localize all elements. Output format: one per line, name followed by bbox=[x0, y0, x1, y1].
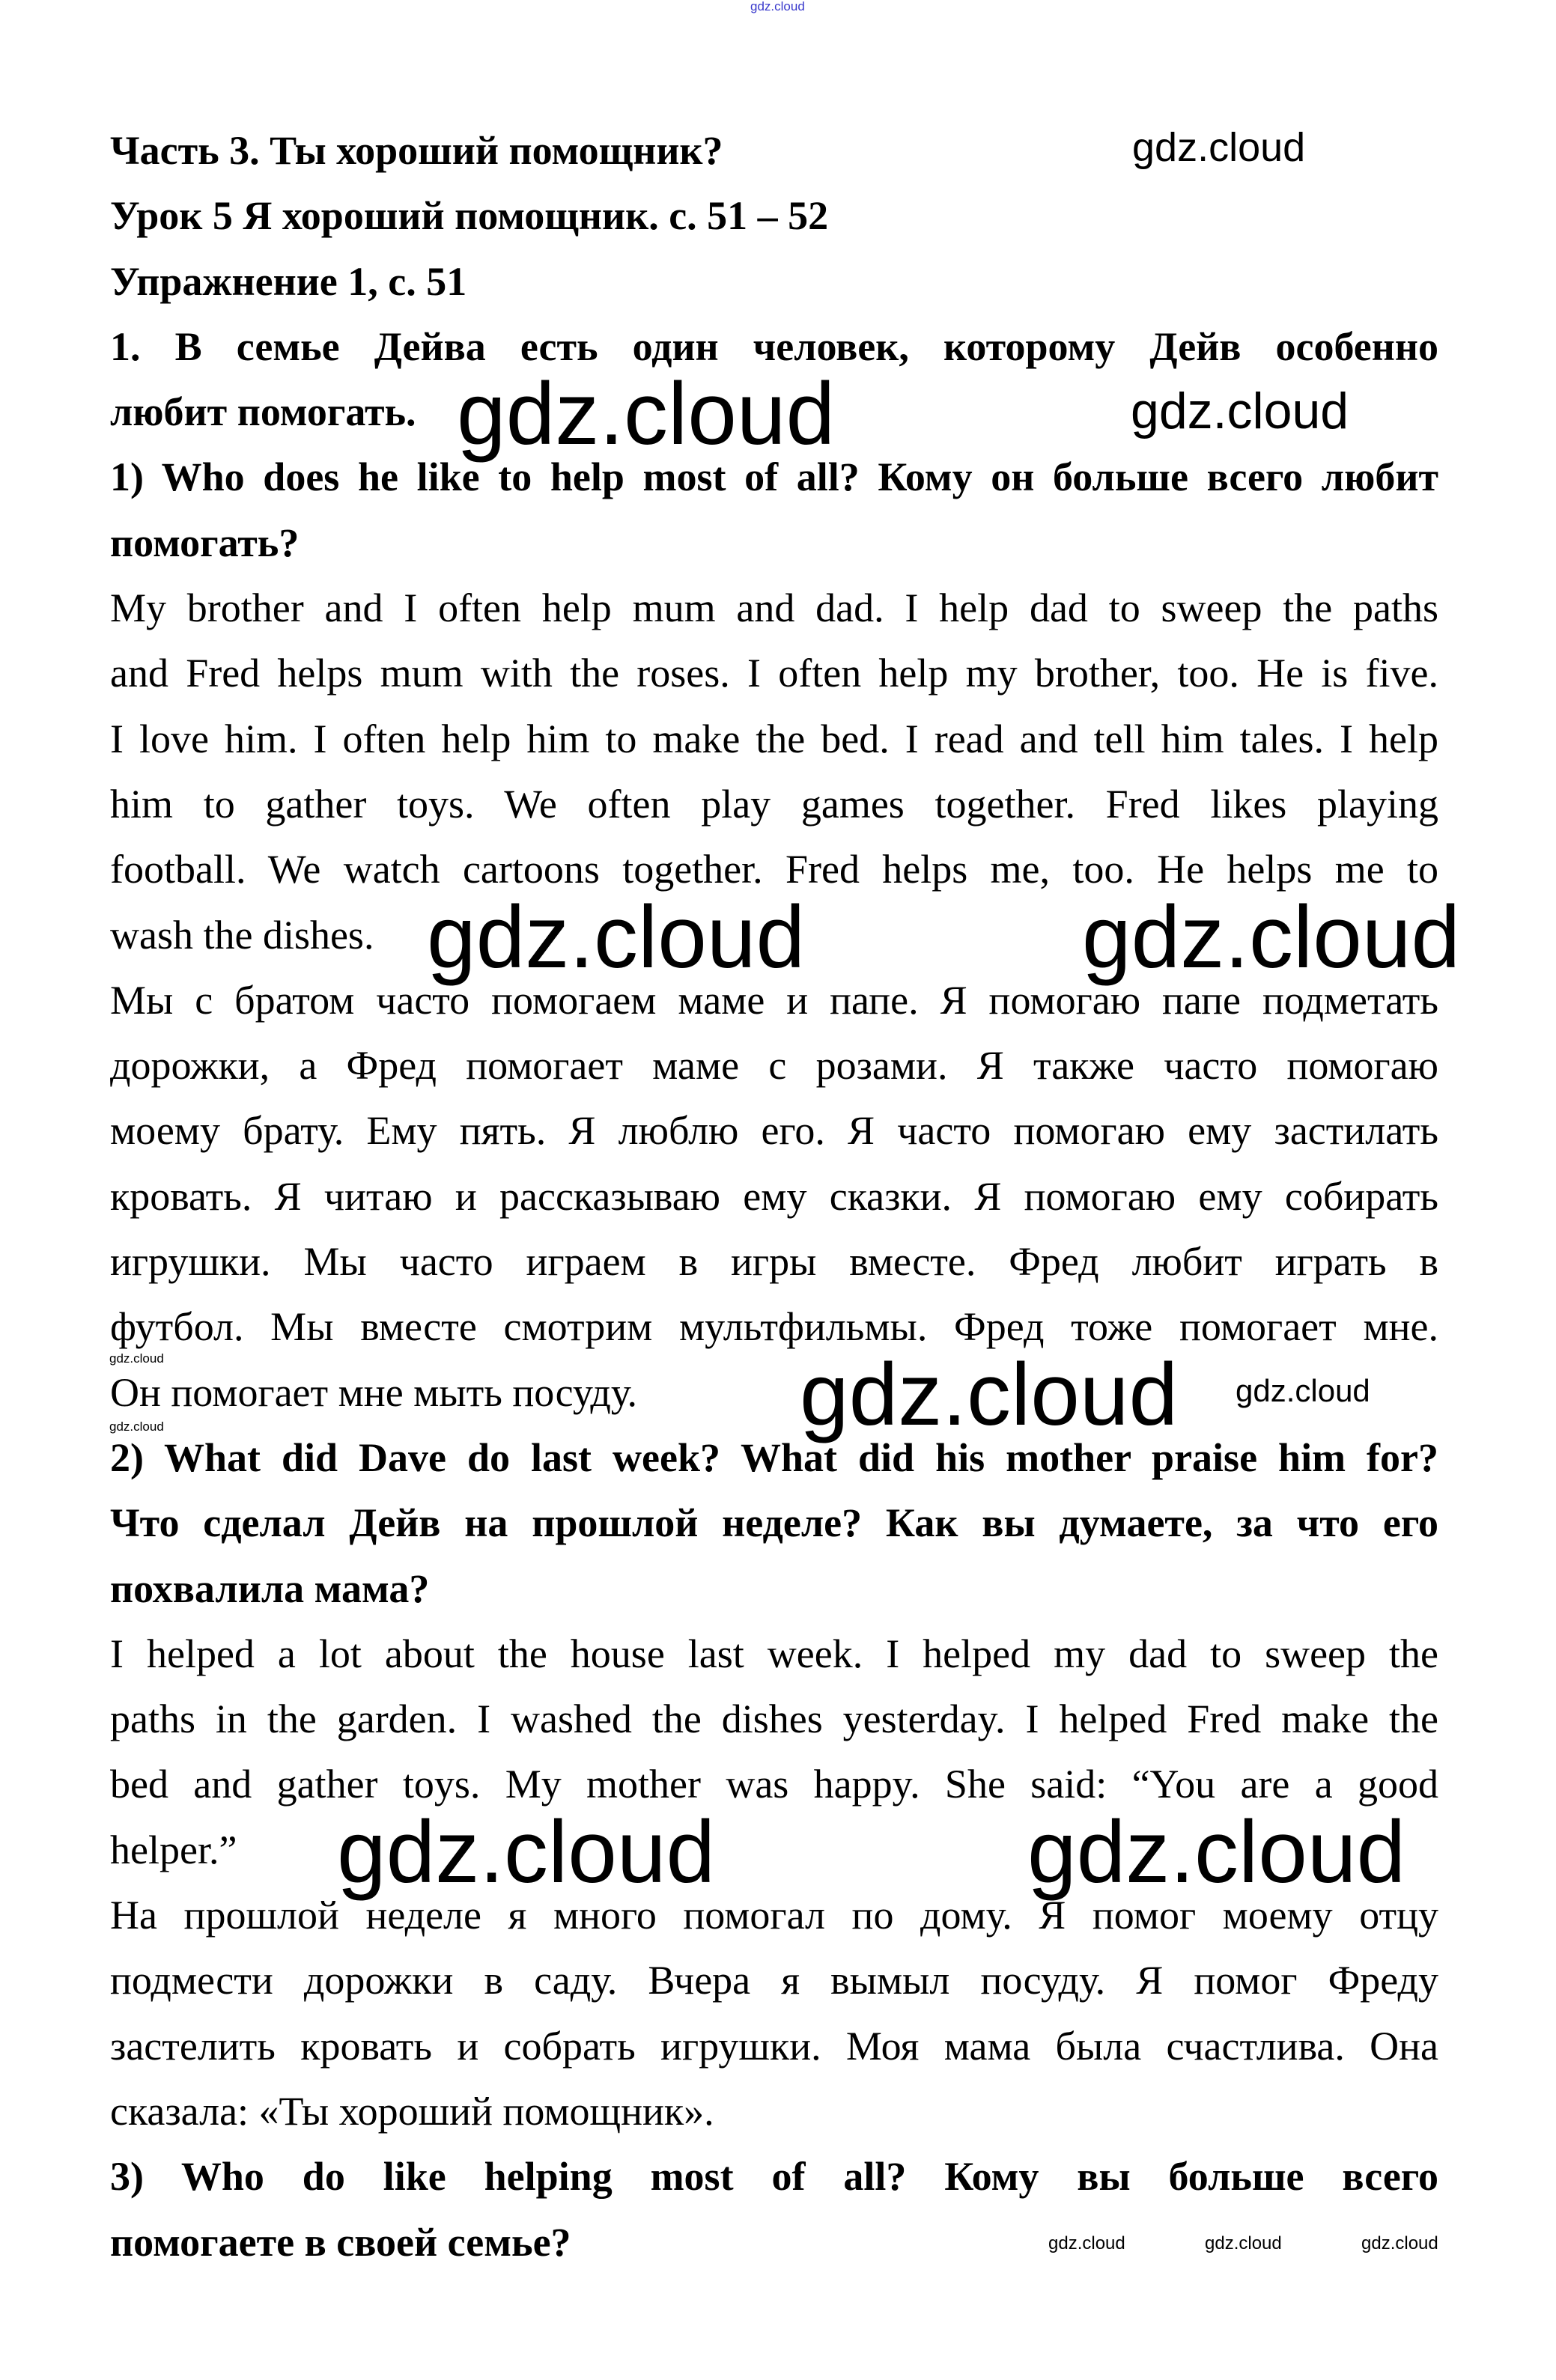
watermark: gdz.cloud bbox=[427, 888, 806, 987]
text-line: paths in the garden. I washed the dishes yesterday. I helped Fred make the bbox=[110, 1696, 1438, 1742]
watermark: gdz.cloud bbox=[109, 1419, 164, 1434]
heading-line: 3) Who do like helping most of all? Кому вы больше всего bbox=[110, 2154, 1438, 2200]
text-line: and Fred helps mum with the roses. I often help my brother, too. He is five. bbox=[110, 651, 1438, 696]
text-line: bed and gather toys. My mother was happy. She said: “You are a good bbox=[110, 1762, 1438, 1807]
watermark: gdz.cloud bbox=[1205, 2233, 1282, 2253]
text-line: I love him. I often help him to make the bed. I read and tell him tales. I help bbox=[110, 716, 1438, 761]
watermark: gdz.cloud bbox=[1048, 2233, 1125, 2253]
text-line: My brother and I often help mum and dad. I help dad to sweep the paths bbox=[110, 585, 1438, 631]
text-line: wash the dishes. bbox=[110, 912, 374, 958]
heading-line: Упражнение 1, с. 51 bbox=[110, 258, 467, 304]
watermark: gdz.cloud bbox=[109, 1351, 164, 1366]
text-line: На прошлой неделе я много помогал по дому. Я помог моему отцу bbox=[110, 1893, 1438, 1938]
text-line: игрушки. Мы часто играем в игры вместе. Фред любит играть в bbox=[110, 1239, 1438, 1285]
text-line: застелить кровать и собрать игрушки. Моя мама была счастлива. Она bbox=[110, 2023, 1438, 2069]
watermark: gdz.cloud bbox=[1132, 125, 1306, 170]
heading-line: Урок 5 Я хороший помощник. с. 51 – 52 bbox=[110, 193, 829, 239]
heading-line: Часть 3. Ты хороший помощник? bbox=[110, 128, 723, 173]
heading-line: 1) Who does he like to help most of all? Кому он больше всего любит bbox=[110, 454, 1438, 500]
heading-line: похвалила мама? bbox=[110, 1565, 430, 1611]
heading-line: Что сделал Дейв на прошлой неделе? Как вы думаете, за что его bbox=[110, 1500, 1438, 1546]
text-line: футбол. Мы вместе смотрим мультфильмы. Фред тоже помогает мне. bbox=[110, 1304, 1438, 1350]
text-line: моему брату. Ему пять. Я люблю его. Я часто помогаю ему застилать bbox=[110, 1108, 1438, 1154]
watermark: gdz.cloud bbox=[1131, 383, 1349, 439]
watermark: gdz.cloud bbox=[1236, 1373, 1370, 1408]
text-line: him to gather toys. We often play games together. Fred likes playing bbox=[110, 781, 1438, 827]
text-line: Он помогает мне мыть посуду. bbox=[110, 1369, 638, 1415]
text-line: дорожки, а Фред помогает маме с розами. Я также часто помогаю bbox=[110, 1043, 1438, 1089]
heading-line: помогаете в своей семье? bbox=[110, 2219, 571, 2265]
watermark: gdz.cloud bbox=[1082, 888, 1461, 987]
heading-line: помогать? bbox=[110, 520, 300, 565]
watermark: gdz.cloud bbox=[457, 365, 836, 463]
header-watermark: gdz.cloud bbox=[750, 0, 805, 13]
text-line: I helped a lot about the house last week. I helped my dad to sweep the bbox=[110, 1631, 1438, 1676]
watermark: gdz.cloud bbox=[337, 1803, 716, 1902]
text-line: football. We watch cartoons together. Fred helps me, too. He helps me to bbox=[110, 847, 1438, 892]
text-line: Мы с братом часто помогаем маме и папе. Я помогаю папе подметать bbox=[110, 977, 1438, 1023]
heading-line: любит помогать. bbox=[110, 389, 416, 435]
text-line: кровать. Я читаю и рассказываю ему сказки. Я помогаю ему собирать bbox=[110, 1173, 1438, 1219]
heading-line: 2) What did Dave do last week? What did his mother praise him for? bbox=[110, 1434, 1438, 1480]
text-line: helper.” bbox=[110, 1827, 237, 1872]
text-line: подмести дорожки в саду. Вчера я вымыл посуду. Я помог Фреду bbox=[110, 1958, 1438, 2003]
text-line: сказала: «Ты хороший помощник». bbox=[110, 2088, 714, 2134]
heading-line: 1. В семье Дейва есть один человек, которому Дейв особенно bbox=[110, 323, 1438, 369]
watermark: gdz.cloud bbox=[1027, 1803, 1406, 1902]
watermark: gdz.cloud bbox=[1361, 2233, 1438, 2253]
watermark: gdz.cloud bbox=[800, 1345, 1179, 1444]
